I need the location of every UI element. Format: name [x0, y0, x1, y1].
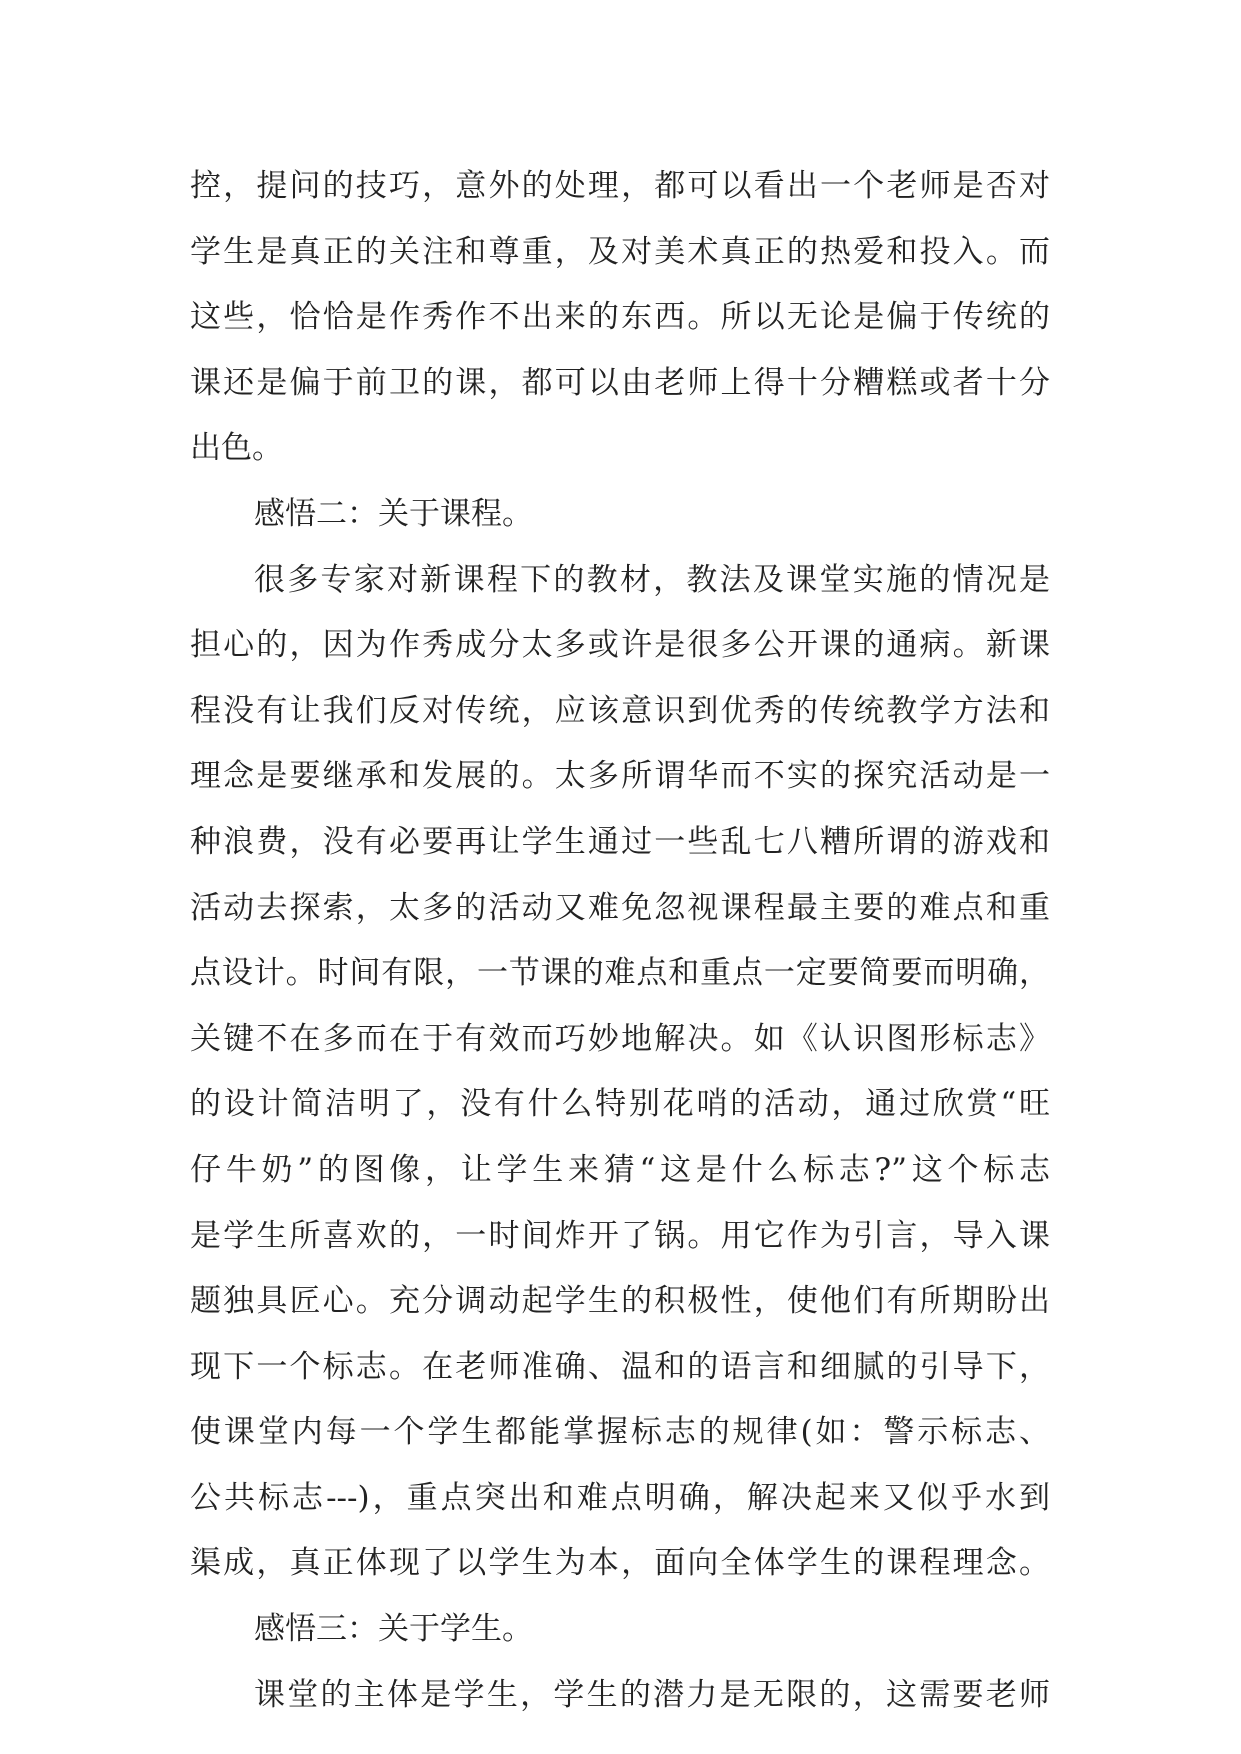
text-line: 很多专家对新课程下的教材，教法及课堂实施的情况是	[254, 561, 1050, 598]
text-line: 这些，恰恰是作秀作不出来的东西。所以无论是偏于传统的	[190, 299, 1050, 336]
text-line: 仔牛奶”的图像，让学生来猜“这是什么标志?”这个标志	[190, 1151, 1050, 1188]
section-heading: 感悟二：关于课程。	[254, 495, 533, 532]
text-line: 是学生所喜欢的，一时间炸开了锅。用它作为引言，导入课	[190, 1217, 1050, 1254]
body-text	[190, 154, 1050, 1728]
text-line: 公共标志---)，重点突出和难点明确，解决起来又似乎水到	[190, 1479, 1050, 1516]
text-line: 种浪费，没有必要再让学生通过一些乱七八糟所谓的游戏和	[190, 823, 1050, 860]
text-line: 控，提问的技巧，意外的处理，都可以看出一个老师是否对	[190, 168, 1050, 204]
text-line: 理念是要继承和发展的。太多所谓华而不实的探究活动是一	[190, 758, 1050, 795]
text-line: 课堂的主体是学生，学生的潜力是无限的，这需要老师	[254, 1676, 1050, 1713]
text-line: 题独具匠心。充分调动起学生的积极性，使他们有所期盼出	[190, 1283, 1050, 1320]
text-line: 的设计简洁明了，没有什么特别花哨的活动，通过欣赏“旺	[190, 1086, 1050, 1123]
text-line: 活动去探索，太多的活动又难免忽视课程最主要的难点和重	[190, 889, 1050, 926]
text-line: 出色。	[190, 430, 283, 467]
text-line: 学生是真正的关注和尊重，及对美术真正的热爱和投入。而	[190, 233, 1050, 270]
section-heading: 感悟三：关于学生。	[254, 1611, 533, 1648]
text-line: 点设计。时间有限，一节课的难点和重点一定要简要而明确，	[190, 955, 1050, 992]
text-line: 课还是偏于前卫的课，都可以由老师上得十分糟糕或者十分	[190, 364, 1050, 401]
text-line: 使课堂内每一个学生都能掌握标志的规律(如：警示标志、	[190, 1414, 1050, 1451]
text-line: 担心的，因为作秀成分太多或许是很多公开课的通病。新课	[190, 627, 1050, 664]
text-line: 现下一个标志。在老师准确、温和的语言和细腻的引导下，	[190, 1348, 1050, 1385]
text-line: 渠成，真正体现了以学生为本，面向全体学生的课程理念。	[190, 1545, 1050, 1582]
text-line: 程没有让我们反对传统，应该意识到优秀的传统教学方法和	[190, 692, 1050, 729]
text-line: 关键不在多而在于有效而巧妙地解决。如《认识图形标志》	[190, 1020, 1050, 1057]
